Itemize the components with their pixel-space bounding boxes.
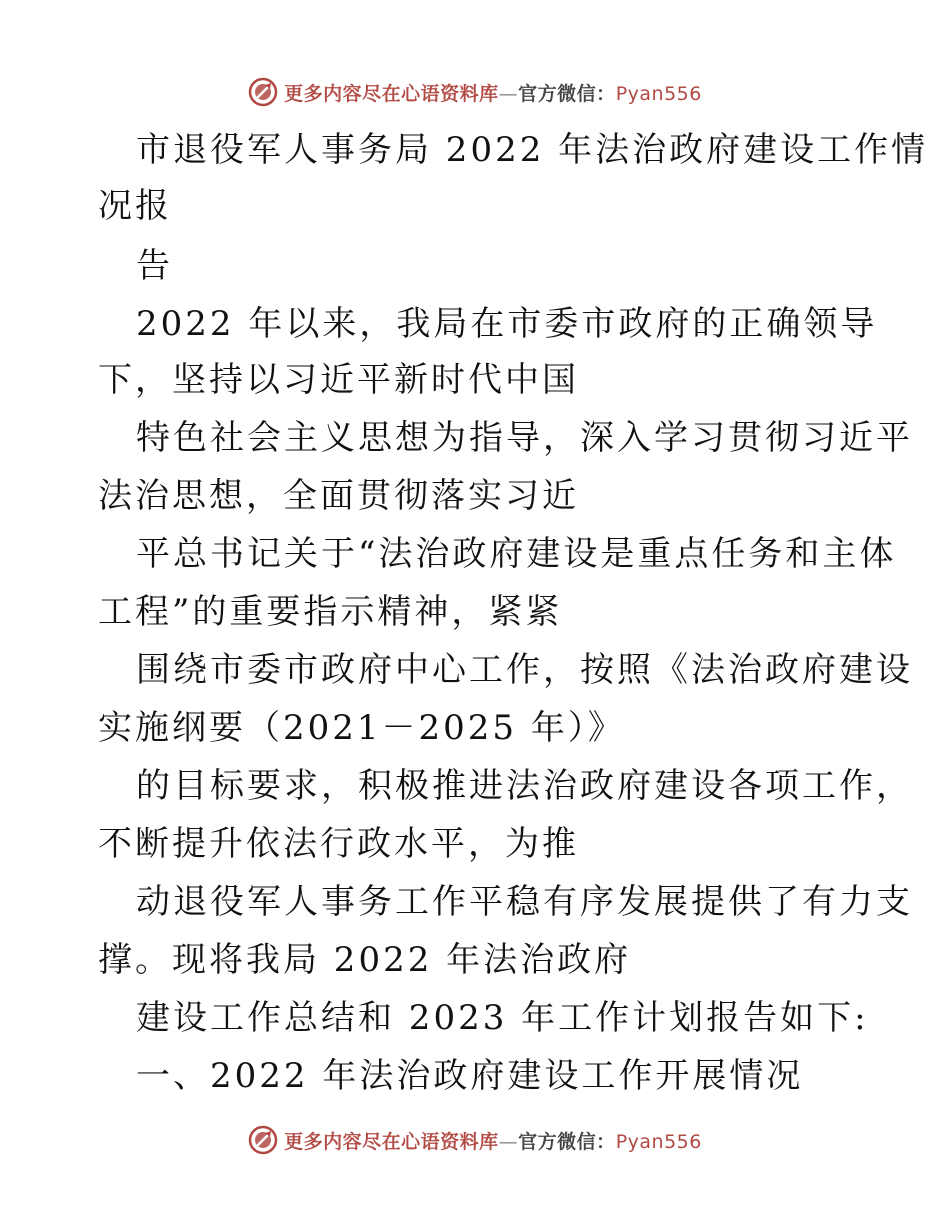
document-title-line-2: 况报 xyxy=(98,186,172,226)
paragraph-line: 下，坚持以习近平新时代中国 xyxy=(98,360,579,400)
document-title-line-3: 告 xyxy=(136,246,173,286)
paragraph-line: 特色社会主义思想为指导，深入学习贯彻习近平 xyxy=(136,418,913,458)
paragraph-line: 平总书记关于“法治政府建设是重点任务和主体 xyxy=(136,534,897,574)
banner-dash: — xyxy=(498,1130,519,1153)
seal-logo-icon xyxy=(248,77,278,107)
paragraph-line: 工程”的重要指示精神，紧紧 xyxy=(98,592,563,632)
banner-text xyxy=(284,79,702,106)
paragraph-line: 不断提升依法行政水平，为推 xyxy=(98,824,579,864)
paragraph-line: 2022 年以来，我局在市委市政府的正确领导 xyxy=(136,304,878,344)
seal-logo-icon xyxy=(248,1125,278,1155)
banner-wechat-id: Pyan556 xyxy=(615,1130,702,1153)
banner-official-label: 官方微信： xyxy=(518,82,616,105)
banner-text xyxy=(284,1127,702,1154)
banner-wechat-id: Pyan556 xyxy=(615,82,702,105)
banner-dash: — xyxy=(498,82,519,105)
paragraph-line: 的目标要求，积极推进法治政府建设各项工作， xyxy=(136,766,913,806)
paragraph-line: 撑。现将我局 2022 年法治政府 xyxy=(98,940,632,980)
banner-main-text: 更多内容尽在心语资料库 xyxy=(284,1130,499,1153)
paragraph-line: 动退役军人事务工作平稳有序发展提供了有力支 xyxy=(136,882,913,922)
paragraph-line: 法治思想，全面贯彻落实习近 xyxy=(98,476,579,516)
footer-banner xyxy=(0,1120,950,1160)
paragraph-line: 围绕市委市政府中心工作，按照《法治政府建设 xyxy=(136,650,913,690)
paragraph-line: 建设工作总结和 2023 年工作计划报告如下: xyxy=(136,998,869,1038)
document-title-line-1: 市退役军人事务局 2022 年法治政府建设工作情 xyxy=(136,130,929,170)
banner-official-label: 官方微信： xyxy=(518,1130,616,1153)
header-banner xyxy=(0,72,950,112)
banner-main-text: 更多内容尽在心语资料库 xyxy=(284,82,499,105)
paragraph-line: 实施纲要（2021－2025 年）》 xyxy=(98,708,625,748)
section-heading: 一、2022 年法治政府建设工作开展情况 xyxy=(136,1056,804,1096)
